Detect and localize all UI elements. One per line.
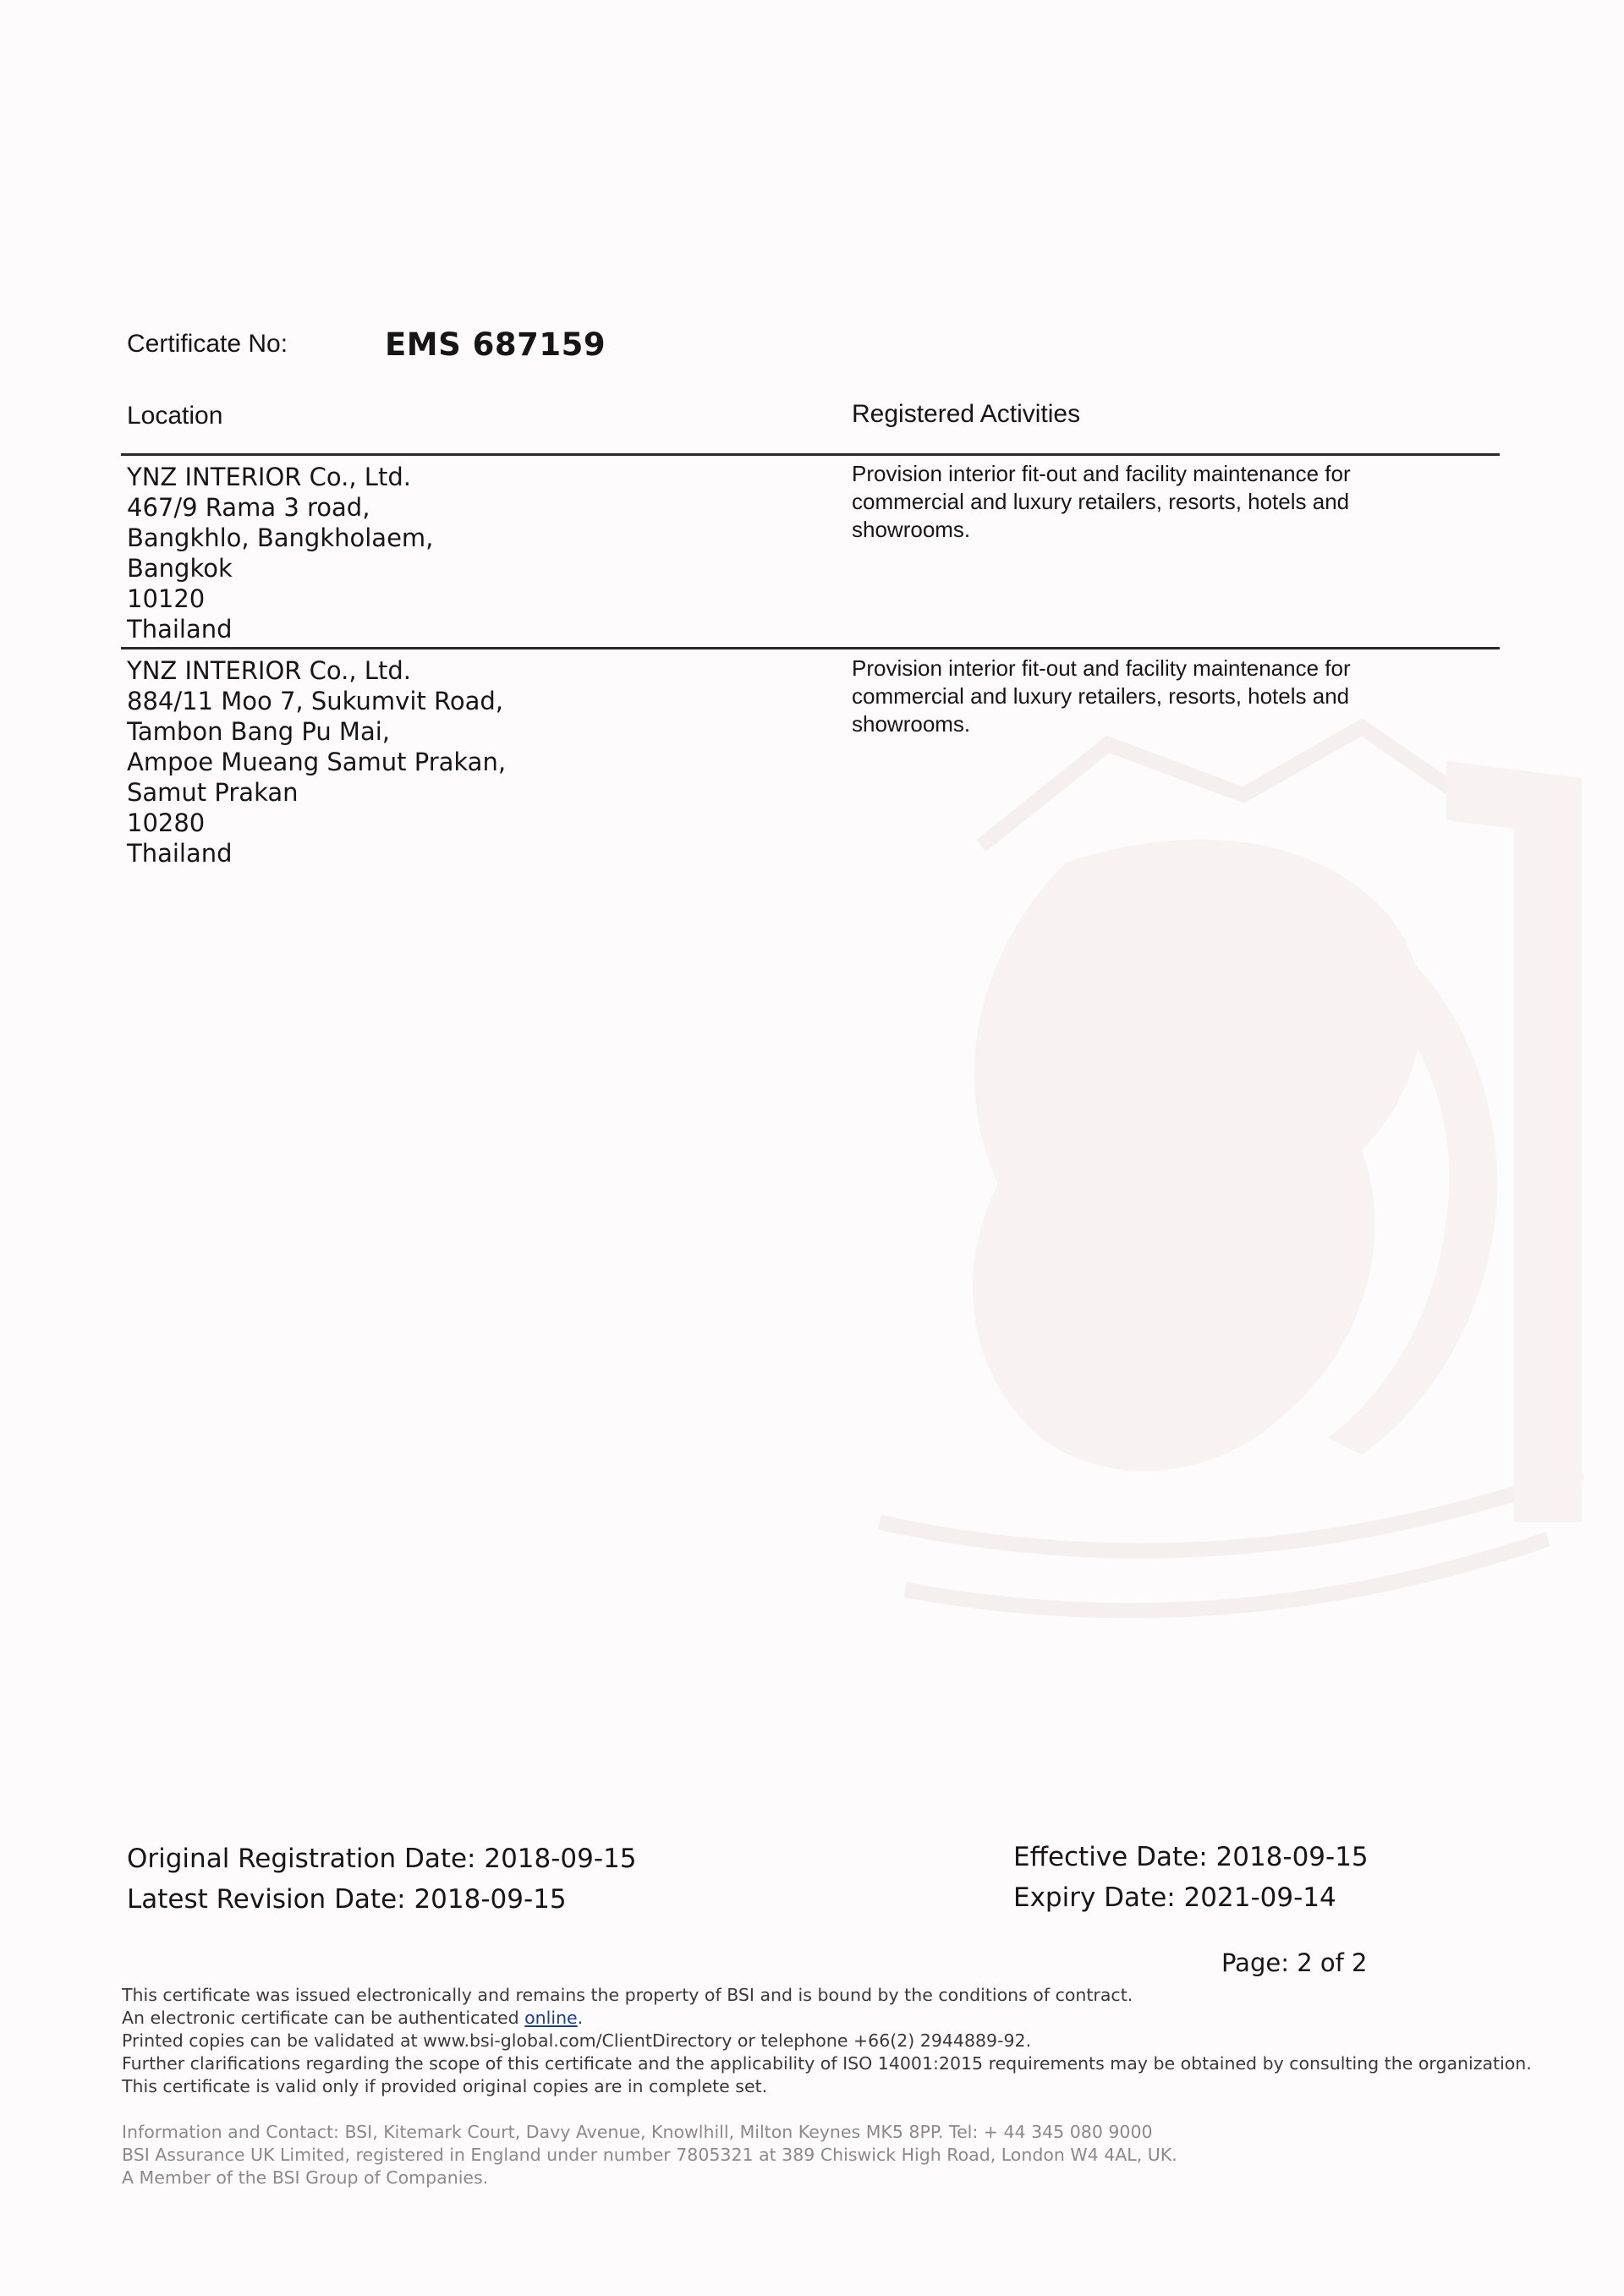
fine-print-text: . <box>577 2008 584 2028</box>
address-line: YNZ INTERIOR Co., Ltd. <box>127 656 411 685</box>
latest-revision-date: Latest Revision Date: 2018-09-15 <box>127 1884 567 1915</box>
address-line: 467/9 Rama 3 road, <box>127 493 370 522</box>
table-divider <box>121 647 1500 649</box>
contact-info <box>122 2121 1177 2189</box>
activity-line: showrooms. <box>852 517 971 542</box>
online-authentication-link[interactable]: online <box>524 2008 578 2028</box>
address-line: Ampoe Mueang Samut Prakan, <box>127 748 507 776</box>
registered-activity <box>852 460 1461 544</box>
activity-line: commercial and luxury retailers, resorts, hotels and <box>852 489 1350 514</box>
fine-print-line: Printed copies can be validated at www.bsi-global.com/ClientDirectory or telephone +66(2) 2944889-92. <box>122 2030 1032 2051</box>
fine-print-line: This certificate is valid only if provided original copies are in complete set. <box>122 2076 768 2096</box>
address-line: Tambon Bang Pu Mai, <box>127 717 390 746</box>
effective-date: Effective Date: 2018-09-15 <box>1013 1842 1369 1872</box>
activity-line: Provision interior fit-out and facility maintenance for <box>852 461 1351 486</box>
address-line: 10120 <box>127 584 206 613</box>
activity-line: Provision interior fit-out and facility maintenance for <box>852 655 1351 681</box>
activity-line: showrooms. <box>852 711 971 737</box>
address-line: Thailand <box>127 839 233 868</box>
location-address <box>127 462 433 644</box>
activity-line: commercial and luxury retailers, resorts, hotels and <box>852 683 1350 709</box>
address-line: Bangkok <box>127 554 233 583</box>
contact-line: A Member of the BSI Group of Companies. <box>122 2167 489 2188</box>
contact-line: BSI Assurance UK Limited, registered in England under number 7805321 at 389 Chiswick High Road, London W4 4AL, UK. <box>122 2145 1177 2165</box>
expiry-date: Expiry Date: 2021-09-14 <box>1013 1882 1336 1913</box>
crest-watermark <box>854 693 1599 1649</box>
address-line: 10280 <box>127 808 206 837</box>
fine-print-text: An electronic certificate can be authenticated <box>122 2008 525 2028</box>
address-line: Samut Prakan <box>127 778 299 807</box>
certificate-number: EMS 687159 <box>385 326 606 363</box>
table-divider <box>121 453 1500 456</box>
fine-print-line: This certificate was issued electronically and remains the property of BSI and is bound by the conditions of contract. <box>122 1985 1133 2005</box>
fine-print-line: Further clarifications regarding the scope of this certificate and the applicability of ISO 14001:2015 requirements may be obtained by consulting the organization. <box>122 2053 1532 2074</box>
registered-activity <box>852 655 1461 738</box>
address-line: Bangkhlo, Bangkholaem, <box>127 523 434 552</box>
contact-line: Information and Contact: BSI, Kitemark Court, Davy Avenue, Knowlhill, Milton Keynes MK5 8PP. Tel: + 44 345 080 9000 <box>122 2122 1153 2142</box>
address-line: 884/11 Moo 7, Sukumvit Road, <box>127 687 503 715</box>
certificate-number-label: Certificate No: <box>127 330 288 358</box>
page-number: Page: 2 of 2 <box>1221 1948 1368 1977</box>
activities-column-header: Registered Activities <box>852 400 1081 428</box>
location-column-header: Location <box>127 402 223 430</box>
fine-print-line <box>122 2007 1532 2030</box>
location-address <box>127 655 506 869</box>
original-registration-date: Original Registration Date: 2018-09-15 <box>127 1844 637 1874</box>
address-line: YNZ INTERIOR Co., Ltd. <box>127 463 411 491</box>
fine-print <box>122 1984 1532 2098</box>
address-line: Thailand <box>127 615 233 644</box>
